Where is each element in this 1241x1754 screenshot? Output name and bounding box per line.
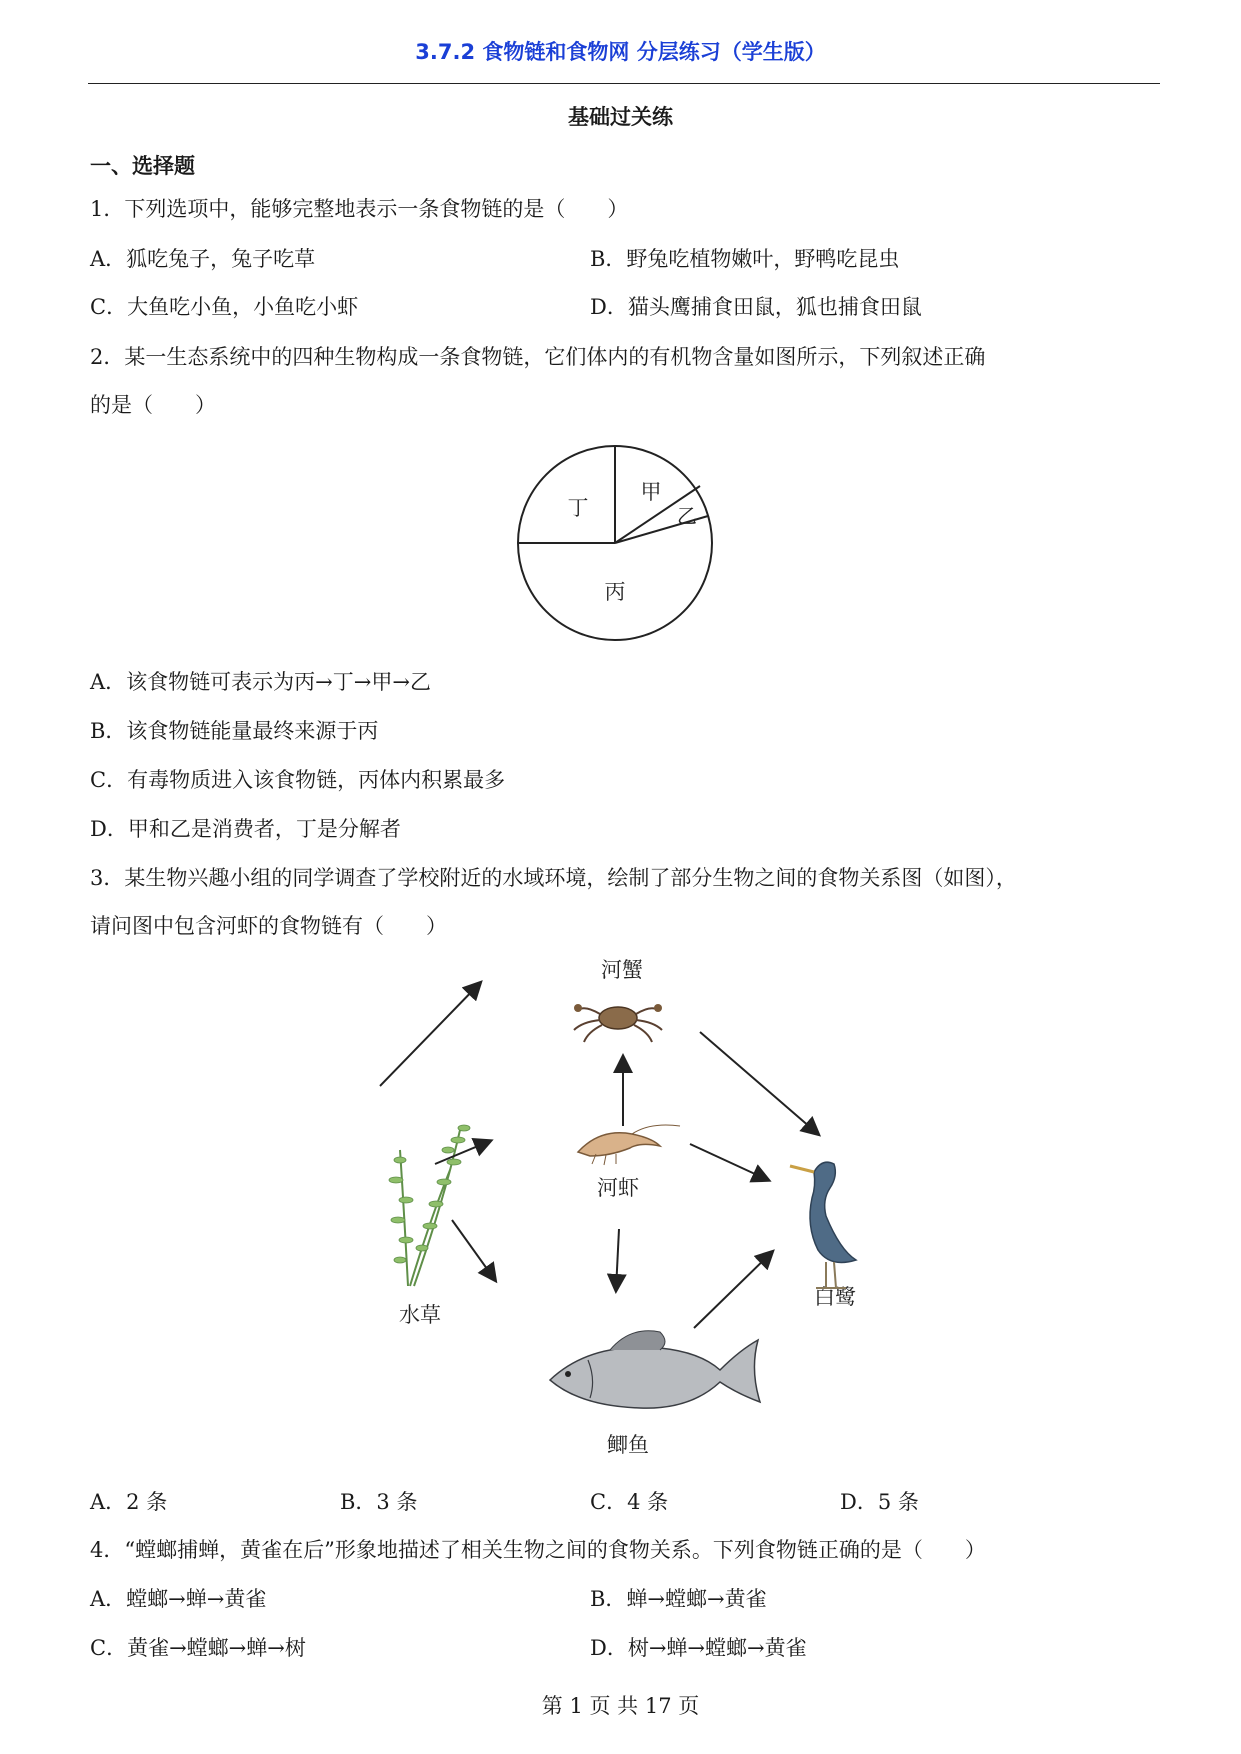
question-4-stem: 4．“螳螂捕蝉，黄雀在后”形象地描述了相关生物之间的食物关系。下列食物链正确的是（ ） bbox=[90, 1538, 986, 1562]
food-web-figure bbox=[360, 950, 880, 1470]
arrow-grass-to-shrimp bbox=[435, 1141, 490, 1164]
fish-icon bbox=[550, 1331, 760, 1408]
question-2-option-b: B．该食物链能量最终来源于丙 bbox=[90, 719, 379, 743]
question-3-option-d: D．5 条 bbox=[840, 1490, 919, 1514]
shrimp-icon bbox=[578, 1125, 680, 1165]
question-1-option-b: B．野兔吃植物嫩叶，野鸭吃昆虫 bbox=[590, 247, 900, 271]
question-2-stem-line2: 的是（ ） bbox=[90, 393, 216, 417]
arrow-crab-to-egret bbox=[700, 1032, 818, 1134]
pie-label-bing: 丙 bbox=[604, 580, 626, 604]
organic-matter-pie-figure bbox=[515, 438, 715, 648]
pie-label-ding: 丁 bbox=[567, 496, 589, 520]
arrow-shrimp-to-fish bbox=[616, 1229, 619, 1290]
arrow-shrimp-to-egret bbox=[690, 1144, 768, 1180]
header-divider bbox=[88, 83, 1160, 84]
document-title: 3.7.2 食物链和食物网 分层练习（学生版） bbox=[415, 40, 826, 64]
page-number: 第 1 页 共 17 页 bbox=[541, 1694, 700, 1718]
question-3-stem-line1: 3．某生物兴趣小组的同学调查了学校附近的水域环境，绘制了部分生物之间的食物关系图（如图）， bbox=[90, 866, 1017, 890]
part-heading: 一、选择题 bbox=[90, 154, 195, 178]
question-3-option-a: A．2 条 bbox=[90, 1490, 168, 1514]
question-2-option-d: D．甲和乙是消费者，丁是分解者 bbox=[90, 817, 401, 841]
question-2-option-a: A．该食物链可表示为丙→丁→甲→乙 bbox=[90, 670, 431, 694]
question-1-stem: 1．下列选项中，能够完整地表示一条食物链的是（ ） bbox=[90, 197, 629, 221]
arrow-grass-to-crab bbox=[380, 983, 480, 1086]
egret-icon bbox=[790, 1162, 856, 1288]
arrow-fish-to-egret bbox=[694, 1252, 772, 1328]
label-shrimp: 河虾 bbox=[597, 1176, 639, 1200]
label-fish: 鲫鱼 bbox=[607, 1433, 649, 1457]
question-4-option-c: C．黄雀→螳螂→蝉→树 bbox=[90, 1636, 306, 1660]
question-1-option-c: C．大鱼吃小鱼，小鱼吃小虾 bbox=[90, 295, 359, 319]
question-2-stem-line1: 2．某一生态系统中的四种生物构成一条食物链，它们体内的有机物含量如图所示，下列叙述正确 bbox=[90, 345, 986, 369]
question-3-stem-line2: 请问图中包含河虾的食物链有（ ） bbox=[90, 914, 447, 938]
question-1-option-d: D．猫头鹰捕食田鼠，狐也捕食田鼠 bbox=[590, 295, 922, 319]
label-grass: 水草 bbox=[399, 1303, 441, 1327]
arrow-grass-to-fish bbox=[452, 1220, 495, 1280]
question-4-option-b: B．蝉→螳螂→黄雀 bbox=[590, 1587, 767, 1611]
question-3-option-c: C．4 条 bbox=[590, 1490, 669, 1514]
question-4-option-a: A．螳螂→蝉→黄雀 bbox=[90, 1587, 267, 1611]
label-egret: 白鹭 bbox=[814, 1285, 856, 1309]
pie-label-yi: 乙 bbox=[677, 504, 697, 528]
water-grass-icon bbox=[389, 1125, 470, 1286]
question-4-option-d: D．树→蝉→螳螂→黄雀 bbox=[590, 1636, 807, 1660]
label-crab: 河蟹 bbox=[601, 958, 643, 982]
section-title: 基础过关练 bbox=[568, 105, 673, 129]
question-2-option-c: C．有毒物质进入该食物链，丙体内积累最多 bbox=[90, 768, 506, 792]
pie-label-jia: 甲 bbox=[640, 480, 662, 504]
question-1-option-a: A．狐吃兔子，兔子吃草 bbox=[90, 247, 316, 271]
question-3-option-b: B．3 条 bbox=[340, 1490, 418, 1514]
crab-icon bbox=[574, 1004, 662, 1042]
